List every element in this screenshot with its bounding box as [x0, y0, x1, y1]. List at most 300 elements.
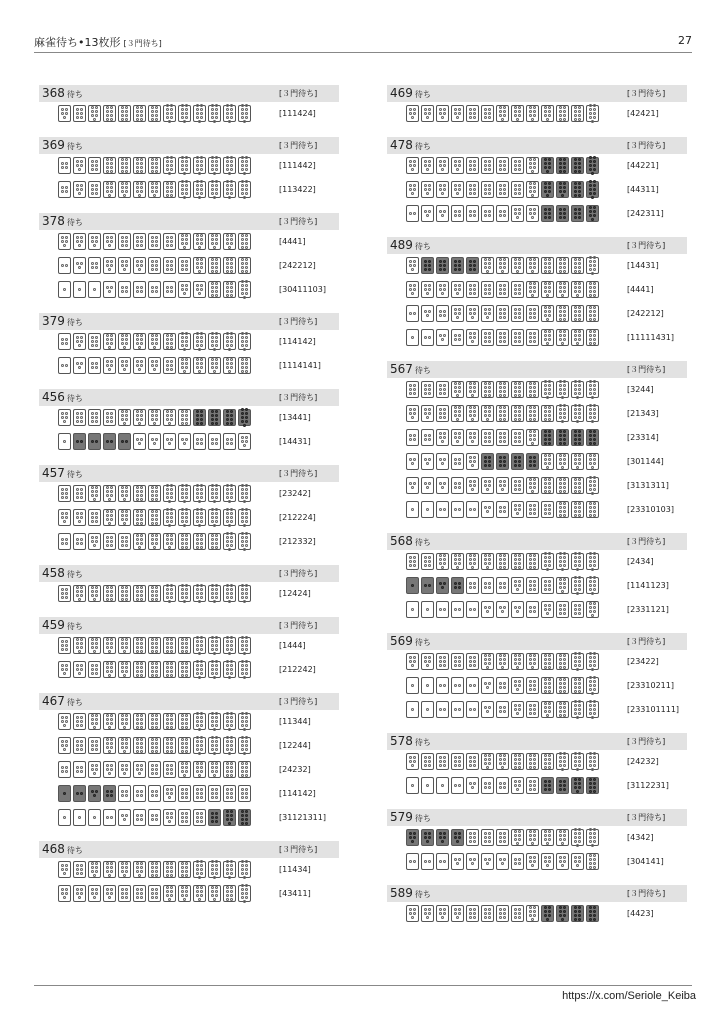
pin-tile-7-icon: [178, 885, 191, 902]
pip-dot: [151, 186, 154, 189]
pip-dot: [226, 716, 229, 719]
pip-dot: [458, 160, 461, 163]
tile-hand: [58, 281, 253, 298]
pip-dot: [65, 264, 68, 267]
pip-dot: [245, 860, 248, 863]
pip-dot: [529, 316, 532, 319]
wait-section: [387, 809, 687, 874]
pin-tile-5-icon: [406, 653, 419, 670]
pin-tile-3-icon: [406, 477, 419, 494]
pip-dot: [170, 542, 173, 545]
row-pattern-label: [13441]: [279, 413, 311, 422]
pip-dot: [215, 868, 218, 871]
pin-tile-9-icon: [571, 577, 584, 594]
pip-dot: [170, 772, 173, 775]
pip-dot: [533, 838, 536, 841]
pin-tile-6-icon: [451, 753, 464, 770]
section-suffix: 待ち: [66, 470, 83, 479]
pip-dot: [518, 460, 521, 463]
pip-dot: [106, 642, 109, 645]
pip-dot: [80, 716, 83, 719]
pin-tile-6-icon: [451, 653, 464, 670]
pip-dot: [170, 592, 173, 595]
pin-tile-8-icon: [178, 409, 191, 426]
pip-dot: [215, 820, 218, 823]
pip-dot: [544, 216, 547, 219]
pip-dot: [230, 796, 233, 799]
pip-dot: [413, 458, 416, 461]
pip-dot: [211, 644, 214, 647]
pip-dot: [514, 332, 517, 335]
pip-dot: [226, 740, 229, 743]
pip-dot: [181, 484, 184, 487]
pip-dot: [454, 312, 457, 315]
pip-dot: [121, 764, 124, 767]
pip-dot: [91, 188, 94, 191]
pin-tile-6-icon: [73, 485, 86, 502]
pip-dot: [484, 112, 487, 115]
section-number: 489 待ち: [390, 238, 431, 252]
pip-dot: [151, 162, 154, 165]
pip-dot: [548, 910, 551, 913]
pip-dot: [548, 508, 551, 511]
pip-dot: [241, 112, 244, 115]
pip-dot: [409, 408, 412, 411]
pip-dot: [469, 160, 472, 163]
pip-dot: [499, 214, 502, 217]
pip-dot: [548, 604, 551, 607]
pip-dot: [578, 576, 581, 579]
pip-dot: [548, 458, 551, 461]
pip-dot: [200, 238, 203, 241]
pip-dot: [593, 458, 596, 461]
pip-dot: [533, 610, 536, 613]
pip-dot: [544, 270, 547, 273]
pip-dot: [241, 540, 244, 543]
pip-dot: [563, 404, 566, 407]
section-number: 579 待ち: [390, 810, 431, 824]
pip-dot: [426, 784, 429, 787]
pip-dot: [215, 340, 218, 343]
pin-tile-6-icon: [496, 905, 509, 922]
pip-dot: [514, 484, 517, 487]
pip-dot: [473, 756, 476, 759]
pip-dot: [593, 756, 596, 759]
pip-dot: [95, 490, 98, 493]
pip-dot: [76, 108, 79, 111]
pip-dot: [529, 162, 532, 165]
pip-dot: [151, 790, 154, 793]
pip-dot: [215, 414, 218, 417]
pip-dot: [574, 652, 577, 655]
pip-dot: [136, 646, 139, 649]
pip-dot: [469, 436, 472, 439]
pin-tile-2-icon: [73, 785, 86, 802]
pip-dot: [230, 116, 233, 119]
pip-dot: [95, 362, 98, 365]
pin-tile-6-icon: [88, 157, 101, 174]
pin-tile-2-icon: [451, 501, 464, 518]
pip-dot: [200, 116, 203, 119]
pip-dot: [548, 434, 551, 437]
pip-dot: [198, 500, 201, 503]
pip-dot: [469, 916, 472, 919]
pip-dot: [518, 414, 521, 417]
pin-tile-5-icon: [436, 157, 449, 174]
pip-dot: [544, 286, 547, 289]
pip-dot: [181, 438, 184, 441]
pip-dot: [110, 892, 113, 895]
pip-dot: [559, 166, 562, 169]
tile-row: [387, 426, 687, 450]
pip-dot: [185, 116, 188, 119]
pip-dot: [226, 184, 229, 187]
pip-dot: [166, 182, 169, 185]
pip-dot: [110, 638, 113, 641]
pip-dot: [138, 442, 141, 445]
pip-dot: [198, 348, 201, 351]
pip-dot: [503, 460, 506, 463]
pip-dot: [593, 514, 596, 517]
pip-dot: [245, 792, 248, 795]
pip-dot: [503, 418, 506, 421]
pip-dot: [110, 486, 113, 489]
pin-tile-6-icon: [511, 477, 524, 494]
pip-dot: [424, 408, 427, 411]
pip-dot: [245, 520, 248, 523]
pip-dot: [95, 672, 98, 675]
pip-dot: [574, 660, 577, 663]
pin-tile-6-icon: [466, 753, 479, 770]
pip-dot: [443, 684, 446, 687]
pip-dot: [241, 724, 244, 727]
pip-dot: [95, 790, 98, 793]
footer-url-link[interactable]: https://x.com/Seriole_Keiba: [562, 990, 696, 1002]
pip-dot: [454, 764, 457, 767]
pip-dot: [548, 512, 551, 515]
pip-dot: [488, 432, 491, 435]
pip-dot: [106, 170, 109, 173]
pip-dot: [80, 236, 83, 239]
pip-dot: [110, 186, 113, 189]
pip-dot: [241, 362, 244, 365]
pip-dot: [593, 210, 596, 213]
pin-tile-5-icon: [526, 205, 539, 222]
pip-dot: [514, 684, 517, 687]
pip-dot: [151, 264, 154, 267]
pip-dot: [196, 894, 199, 897]
pip-dot: [211, 270, 214, 273]
pip-dot: [198, 196, 201, 199]
pip-dot: [578, 458, 581, 461]
pin-tile-7-icon: [118, 409, 131, 426]
pip-dot: [514, 704, 517, 707]
pip-dot: [563, 290, 566, 293]
pip-dot: [593, 160, 596, 163]
pip-dot: [484, 292, 487, 295]
pip-dot: [593, 652, 596, 655]
pip-dot: [200, 770, 203, 773]
pin-tile-7-icon: [118, 509, 131, 526]
pip-dot: [559, 388, 562, 391]
pip-dot: [241, 770, 244, 773]
pip-dot: [439, 508, 442, 511]
pip-dot: [166, 638, 169, 641]
pin-tile-7-icon: [193, 761, 206, 778]
pip-dot: [140, 514, 143, 517]
pip-dot: [443, 562, 446, 565]
pip-dot: [548, 270, 551, 273]
pip-dot: [110, 360, 113, 363]
pip-dot: [226, 540, 229, 543]
pin-tile-7-icon: [103, 333, 116, 350]
pip-dot: [136, 722, 139, 725]
pip-dot: [473, 214, 476, 217]
pip-dot: [544, 504, 547, 507]
pip-dot: [121, 494, 124, 497]
pip-dot: [228, 246, 231, 249]
pip-dot: [65, 744, 68, 747]
pip-dot: [533, 580, 536, 583]
pin-tile-5-icon: [511, 701, 524, 718]
pip-dot: [548, 406, 551, 409]
pip-dot: [544, 166, 547, 169]
pip-dot: [469, 432, 472, 435]
pip-dot: [548, 182, 551, 185]
pin-tile-6-icon: [541, 205, 554, 222]
pip-dot: [170, 646, 173, 649]
pin-tile-5-icon: [541, 853, 554, 870]
section-suffix: 待ち: [414, 738, 431, 747]
pip-dot: [95, 106, 98, 109]
tile-row: [39, 634, 339, 658]
pip-dot: [563, 286, 566, 289]
pip-dot: [215, 512, 218, 515]
pip-dot: [544, 290, 547, 293]
pip-dot: [533, 486, 536, 489]
pin-tile-9-icon: [586, 677, 599, 694]
pip-dot: [136, 162, 139, 165]
pip-dot: [578, 430, 581, 433]
pin-tile-9-icon: [208, 181, 221, 198]
pip-dot: [125, 514, 128, 517]
tile-hand: [406, 429, 601, 446]
pip-dot: [200, 508, 203, 511]
pip-dot: [589, 858, 592, 861]
section-header: [39, 213, 339, 230]
pip-dot: [548, 588, 551, 591]
pip-dot: [589, 442, 592, 445]
pip-dot: [428, 210, 431, 213]
pip-dot: [484, 582, 487, 585]
pip-dot: [215, 104, 218, 107]
pip-dot: [409, 388, 412, 391]
pip-dot: [503, 188, 506, 191]
pip-dot: [589, 458, 592, 461]
pip-dot: [166, 890, 169, 893]
pip-dot: [91, 192, 94, 195]
pip-dot: [428, 656, 431, 659]
row-pattern-label: [11111431]: [627, 333, 674, 342]
pin-tile-5-icon: [556, 853, 569, 870]
pip-dot: [183, 370, 186, 373]
pip-dot: [106, 486, 109, 489]
pip-dot: [484, 480, 487, 483]
section-number: 568 待ち: [390, 534, 431, 548]
pip-dot: [426, 608, 429, 611]
pip-dot: [211, 156, 214, 159]
pip-dot: [499, 164, 502, 167]
pip-dot: [473, 406, 476, 409]
pin-tile-9-icon: [208, 861, 221, 878]
pip-dot: [578, 442, 581, 445]
pip-dot: [155, 794, 158, 797]
pip-dot: [578, 266, 581, 269]
pin-tile-7-icon: [526, 257, 539, 274]
pip-dot: [559, 404, 562, 407]
pip-dot: [230, 410, 233, 413]
pip-dot: [166, 360, 169, 363]
pip-dot: [593, 430, 596, 433]
pip-dot: [473, 484, 476, 487]
pip-dot: [136, 742, 139, 745]
pin-tile-4-icon: [58, 761, 71, 778]
pip-dot: [230, 418, 233, 421]
pip-dot: [110, 536, 113, 539]
pip-dot: [200, 520, 203, 523]
pip-dot: [533, 258, 536, 261]
pin-tile-5-icon: [451, 429, 464, 446]
section-number: 467 待ち: [42, 694, 83, 708]
pin-tile-7-icon: [466, 405, 479, 422]
pip-dot: [196, 546, 199, 549]
pip-dot: [531, 842, 534, 845]
pin-tile-5-icon: [511, 501, 524, 518]
pip-dot: [228, 348, 231, 351]
pip-dot: [411, 784, 414, 787]
pin-tile-6-icon: [88, 737, 101, 754]
pip-dot: [91, 240, 94, 243]
pip-dot: [155, 662, 158, 665]
pip-dot: [473, 858, 476, 861]
pip-dot: [578, 764, 581, 767]
pip-dot: [91, 590, 94, 593]
pip-dot: [168, 422, 171, 425]
pip-dot: [65, 364, 68, 367]
section-header: [387, 733, 687, 750]
header-subtitle: [３門待ち]: [123, 39, 162, 48]
pip-dot: [230, 740, 233, 743]
pip-dot: [230, 898, 233, 901]
pin-tile-9-icon: [208, 485, 221, 502]
pip-dot: [226, 636, 229, 639]
pip-dot: [439, 108, 442, 111]
pip-dot: [230, 660, 233, 663]
pip-dot: [140, 190, 143, 193]
pip-dot: [589, 560, 592, 563]
pip-dot: [211, 588, 214, 591]
pip-dot: [454, 554, 457, 557]
pip-dot: [518, 508, 521, 511]
pip-dot: [454, 112, 457, 115]
pip-dot: [61, 740, 64, 743]
pip-dot: [413, 860, 416, 863]
pip-dot: [136, 286, 139, 289]
pip-dot: [454, 414, 457, 417]
pip-dot: [548, 478, 551, 481]
pip-dot: [166, 666, 169, 669]
pip-dot: [230, 532, 233, 535]
pip-dot: [548, 314, 551, 317]
pip-dot: [110, 540, 113, 543]
pip-dot: [413, 160, 416, 163]
pip-dot: [413, 482, 416, 485]
pip-dot: [518, 284, 521, 287]
pip-dot: [563, 438, 566, 441]
pip-dot: [441, 292, 444, 295]
pip-dot: [200, 410, 203, 413]
pip-dot: [561, 568, 564, 571]
pip-dot: [211, 788, 214, 791]
pip-dot: [230, 184, 233, 187]
pip-dot: [91, 768, 94, 771]
pip-dot: [458, 386, 461, 389]
pip-dot: [544, 754, 547, 757]
pip-dot: [533, 856, 536, 859]
pip-dot: [514, 580, 517, 583]
tile-row: [387, 278, 687, 302]
pip-dot: [458, 912, 461, 915]
pin-tile-8-icon: [526, 553, 539, 570]
pip-dot: [559, 658, 562, 661]
pip-dot: [514, 308, 517, 311]
pip-dot: [473, 916, 476, 919]
pip-dot: [243, 524, 246, 527]
pip-dot: [424, 112, 427, 115]
pip-dot: [215, 366, 218, 369]
pip-dot: [559, 780, 562, 783]
pip-dot: [428, 832, 431, 835]
pip-dot: [211, 336, 214, 339]
pin-tile-9-icon: [223, 737, 236, 754]
pip-dot: [196, 640, 199, 643]
tile-row: [39, 254, 339, 278]
pip-dot: [226, 592, 229, 595]
pip-dot: [593, 602, 596, 605]
pip-dot: [155, 186, 158, 189]
pip-dot: [439, 112, 442, 115]
pip-dot: [533, 654, 536, 657]
pip-dot: [155, 286, 158, 289]
pip-dot: [439, 860, 442, 863]
pip-dot: [529, 830, 532, 833]
section-number: 368 待ち: [42, 86, 83, 100]
section-header: [39, 841, 339, 858]
pin-tile-9-icon: [238, 181, 251, 198]
pip-dot: [514, 390, 517, 393]
pip-dot: [110, 544, 113, 547]
pip-dot: [578, 856, 581, 859]
pip-dot: [458, 432, 461, 435]
pip-dot: [230, 648, 233, 651]
pin-tile-5-icon: [103, 233, 116, 250]
pip-dot: [166, 338, 169, 341]
pip-dot: [196, 180, 199, 183]
tile-hand: [58, 509, 253, 526]
pip-dot: [200, 488, 203, 491]
pip-dot: [140, 486, 143, 489]
pip-dot: [185, 108, 188, 111]
